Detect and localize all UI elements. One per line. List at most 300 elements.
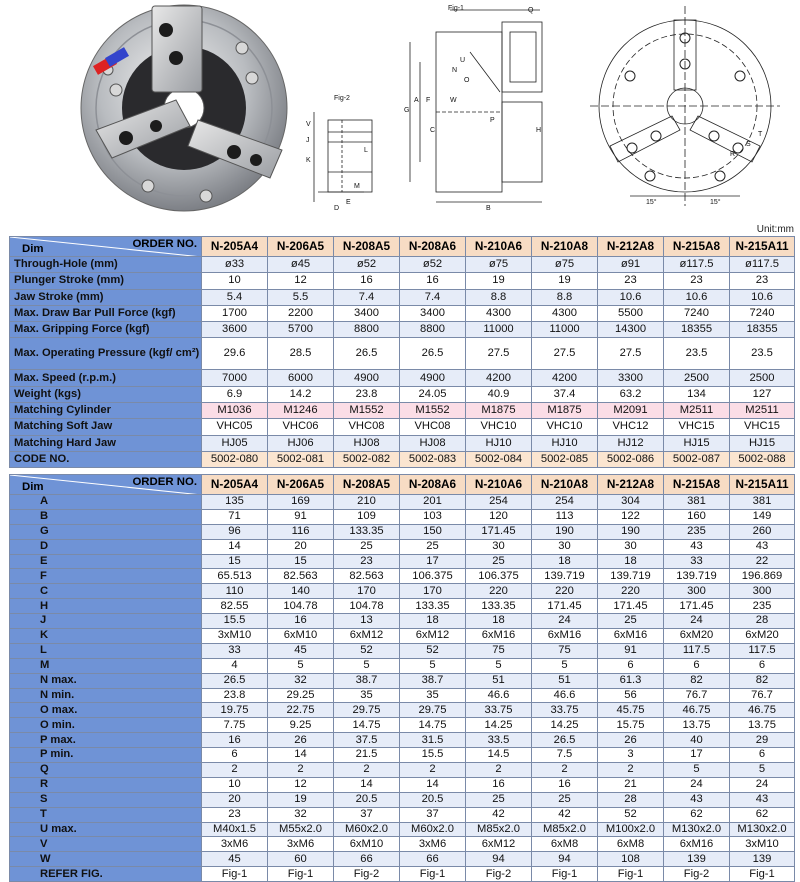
table-cell: 6xM16 <box>466 629 532 644</box>
table-cell: 1700 <box>202 305 268 321</box>
table-cell: 62 <box>664 807 730 822</box>
table-cell: ø33 <box>202 257 268 273</box>
table-cell: ø91 <box>598 257 664 273</box>
table-cell: 24 <box>664 614 730 629</box>
table-cell: 20 <box>202 792 268 807</box>
table-cell: M2091 <box>598 403 664 419</box>
table-cell: 20 <box>268 539 334 554</box>
table-cell: 29.75 <box>400 703 466 718</box>
svg-text:F: F <box>426 97 431 104</box>
table-cell: 2 <box>532 763 598 778</box>
table-cell: VHC12 <box>598 419 664 435</box>
table-cell: 18 <box>532 554 598 569</box>
table-cell: 61.3 <box>598 673 664 688</box>
table-cell: ø52 <box>334 257 400 273</box>
table-cell: HJ08 <box>400 435 466 451</box>
table-cell: ø52 <box>400 257 466 273</box>
row-label: R <box>10 777 202 792</box>
table-cell: 18355 <box>664 322 730 338</box>
table-cell: M60x2.0 <box>400 822 466 837</box>
model-header: N-208A5 <box>334 237 400 257</box>
table-cell: 14.75 <box>400 718 466 733</box>
table-cell: 14.2 <box>268 386 334 402</box>
table-cell: 4 <box>202 658 268 673</box>
svg-text:G: G <box>404 107 410 114</box>
table-cell: 46.75 <box>730 703 795 718</box>
table-cell: 171.45 <box>532 599 598 614</box>
table-cell: 135 <box>202 495 268 510</box>
table-cell: 190 <box>598 524 664 539</box>
table-cell: 5.5 <box>268 289 334 305</box>
svg-text:T: T <box>758 131 763 138</box>
model-header: N-206A5 <box>268 475 334 495</box>
table-row <box>10 688 795 703</box>
svg-text:O: O <box>464 77 470 84</box>
table-cell: 13 <box>334 614 400 629</box>
table-cell: 6 <box>598 658 664 673</box>
table-cell: 140 <box>268 584 334 599</box>
table-cell: VHC15 <box>730 419 795 435</box>
table-cell: 25 <box>466 554 532 569</box>
table-cell: 3xM6 <box>400 837 466 852</box>
table-cell: 76.7 <box>664 688 730 703</box>
table-cell: M130x2.0 <box>730 822 795 837</box>
svg-text:Q: Q <box>528 7 534 14</box>
table-cell: 139 <box>664 852 730 867</box>
table-row <box>10 733 795 748</box>
table-cell: 235 <box>664 524 730 539</box>
row-label: P max. <box>10 733 202 748</box>
table-cell: 3xM6 <box>202 837 268 852</box>
table-cell: Fig-1 <box>532 867 598 882</box>
table-cell: 38.7 <box>334 673 400 688</box>
table-cell: 15 <box>268 554 334 569</box>
table-cell: 110 <box>202 584 268 599</box>
table-cell: 210 <box>334 495 400 510</box>
table-cell: Fig-2 <box>334 867 400 882</box>
table-cell: 14.25 <box>466 718 532 733</box>
table-cell: 24 <box>532 614 598 629</box>
table-cell: HJ10 <box>532 435 598 451</box>
table-cell: 24 <box>664 777 730 792</box>
table-cell: HJ12 <box>598 435 664 451</box>
svg-text:E: E <box>346 199 351 206</box>
table-cell: 66 <box>400 852 466 867</box>
table-cell: 116 <box>268 524 334 539</box>
table-row <box>10 509 795 524</box>
table-row <box>10 703 795 718</box>
table-cell: 46.6 <box>466 688 532 703</box>
table-cell: 23.8 <box>202 688 268 703</box>
table-cell: 21.5 <box>334 748 400 763</box>
table-cell: M2511 <box>730 403 795 419</box>
front-view-drawing <box>590 6 790 216</box>
table-cell: 10.6 <box>664 289 730 305</box>
table-cell: 29.25 <box>268 688 334 703</box>
table-cell: 6xM16 <box>532 629 598 644</box>
table-cell: 8800 <box>334 322 400 338</box>
table-cell: ø75 <box>532 257 598 273</box>
table-cell: M130x2.0 <box>664 822 730 837</box>
model-header: N-205A4 <box>202 475 268 495</box>
table-cell: 6xM12 <box>400 629 466 644</box>
unit-note: Unit:mm <box>756 224 794 235</box>
row-label: W <box>10 852 202 867</box>
table-cell: 20.5 <box>400 792 466 807</box>
table-row <box>10 643 795 658</box>
row-label: O min. <box>10 718 202 733</box>
svg-text:D: D <box>334 205 340 212</box>
table-cell: M1875 <box>532 403 598 419</box>
table-cell: 3xM10 <box>202 629 268 644</box>
table-cell: 51 <box>466 673 532 688</box>
row-label: Max. Draw Bar Pull Force (kgf) <box>10 305 202 321</box>
table-cell: M85x2.0 <box>532 822 598 837</box>
table-cell: 75 <box>532 643 598 658</box>
table-cell: 37 <box>400 807 466 822</box>
row-label: Max. Operating Pressure (kgf/ cm²) <box>10 338 202 370</box>
table-cell: 7.75 <box>202 718 268 733</box>
order-dim-corner: ORDER NO. Dim <box>10 475 202 495</box>
table-row <box>10 386 795 402</box>
svg-text:J: J <box>306 137 310 144</box>
table-cell: 171.45 <box>664 599 730 614</box>
table-cell: 127 <box>730 386 795 402</box>
table-cell: 6xM16 <box>598 629 664 644</box>
table-cell: 37.4 <box>532 386 598 402</box>
table-cell: 6xM20 <box>664 629 730 644</box>
table-cell: VHC10 <box>466 419 532 435</box>
table-cell: 19.75 <box>202 703 268 718</box>
model-header: N-215A11 <box>730 475 795 495</box>
chuck-photo <box>56 0 336 226</box>
row-label: G <box>10 524 202 539</box>
row-label: CODE NO. <box>10 451 202 467</box>
table-cell: 133.35 <box>400 599 466 614</box>
table-cell: 6 <box>664 658 730 673</box>
table-cell: 82.563 <box>334 569 400 584</box>
svg-text:K: K <box>306 157 311 164</box>
row-label: B <box>10 509 202 524</box>
table-cell: VHC10 <box>532 419 598 435</box>
svg-text:U: U <box>460 57 466 64</box>
svg-text:R: R <box>730 151 736 158</box>
table-cell: 37 <box>334 807 400 822</box>
table-cell: 16 <box>268 614 334 629</box>
table-cell: 45 <box>202 852 268 867</box>
table-cell: HJ15 <box>730 435 795 451</box>
table-cell: 42 <box>466 807 532 822</box>
table-cell: M55x2.0 <box>268 822 334 837</box>
table-cell: 5002-081 <box>268 451 334 467</box>
table-cell: 5002-087 <box>664 451 730 467</box>
table-row <box>10 658 795 673</box>
table-cell: 260 <box>730 524 795 539</box>
table-cell: 23 <box>334 554 400 569</box>
table-cell: 113 <box>532 509 598 524</box>
row-label: Max. Speed (r.p.m.) <box>10 370 202 386</box>
row-label: Weight (kgs) <box>10 386 202 402</box>
table-cell: 6xM10 <box>334 837 400 852</box>
table-cell: 2500 <box>664 370 730 386</box>
table-cell: 24 <box>730 777 795 792</box>
table-cell: VHC15 <box>664 419 730 435</box>
table-cell: 6.9 <box>202 386 268 402</box>
table-cell: 7.4 <box>334 289 400 305</box>
table-row <box>10 403 795 419</box>
table-cell: 33.75 <box>466 703 532 718</box>
table-cell: 4200 <box>466 370 532 386</box>
table-cell: 5 <box>268 658 334 673</box>
table-cell: VHC06 <box>268 419 334 435</box>
table-cell: Fig-1 <box>730 867 795 882</box>
table-cell: 21 <box>598 777 664 792</box>
table-cell: 22 <box>730 554 795 569</box>
svg-text:N: N <box>452 67 458 74</box>
row-label: J <box>10 614 202 629</box>
row-label: M <box>10 658 202 673</box>
table-cell: 82.563 <box>268 569 334 584</box>
table-cell: 52 <box>400 643 466 658</box>
table-cell: 4200 <box>532 370 598 386</box>
table-cell: 94 <box>532 852 598 867</box>
table-cell: 45 <box>268 643 334 658</box>
table-cell: 18 <box>466 614 532 629</box>
table-cell: 13.75 <box>730 718 795 733</box>
row-label: Q <box>10 763 202 778</box>
table-cell: 19 <box>268 792 334 807</box>
table-cell: 106.375 <box>466 569 532 584</box>
table-cell: 5 <box>334 658 400 673</box>
svg-text:A: A <box>414 97 419 104</box>
row-label: Max. Gripping Force (kgf) <box>10 322 202 338</box>
model-header: N-206A5 <box>268 237 334 257</box>
svg-text:P: P <box>490 117 495 124</box>
table-row <box>10 322 795 338</box>
table-row <box>10 867 795 882</box>
row-label: Matching Hard Jaw <box>10 435 202 451</box>
table-cell: 46.75 <box>664 703 730 718</box>
table-cell: HJ08 <box>334 435 400 451</box>
table-cell: M1875 <box>466 403 532 419</box>
table-cell: 26.5 <box>532 733 598 748</box>
table-cell: 17 <box>400 554 466 569</box>
table-row <box>10 257 795 273</box>
table-cell: 3400 <box>334 305 400 321</box>
table-cell: 4300 <box>466 305 532 321</box>
table-cell: Fig-1 <box>268 867 334 882</box>
table-cell: 120 <box>466 509 532 524</box>
row-label: O max. <box>10 703 202 718</box>
table-cell: 33 <box>202 643 268 658</box>
table-cell: 106.375 <box>400 569 466 584</box>
table-cell: 19 <box>466 273 532 289</box>
table-cell: 381 <box>664 495 730 510</box>
table-cell: 7240 <box>730 305 795 321</box>
svg-text:S: S <box>746 141 751 148</box>
table-cell: 82 <box>664 673 730 688</box>
table-row <box>10 569 795 584</box>
spec-table <box>9 236 795 468</box>
table-cell: 26.5 <box>400 338 466 370</box>
table-cell: 16 <box>532 777 598 792</box>
table-cell: Fig-1 <box>598 867 664 882</box>
table-cell: M100x2.0 <box>598 822 664 837</box>
table-row <box>10 837 795 852</box>
table-cell: 109 <box>334 509 400 524</box>
table-cell: 6xM12 <box>466 837 532 852</box>
row-label: Jaw Stroke (mm) <box>10 289 202 305</box>
table-cell: 6xM8 <box>532 837 598 852</box>
table-cell: VHC05 <box>202 419 268 435</box>
table-cell: 2 <box>334 763 400 778</box>
table-cell: 133.35 <box>334 524 400 539</box>
table-cell: 6xM20 <box>730 629 795 644</box>
row-label: N min. <box>10 688 202 703</box>
table-cell: 35 <box>334 688 400 703</box>
table-cell: 139 <box>730 852 795 867</box>
table-cell: 150 <box>400 524 466 539</box>
table-cell: 26 <box>268 733 334 748</box>
table-cell: 300 <box>664 584 730 599</box>
table-cell: 9.25 <box>268 718 334 733</box>
table-cell: 32 <box>268 673 334 688</box>
table-cell: 52 <box>334 643 400 658</box>
table-cell: 2 <box>400 763 466 778</box>
table-cell: 26 <box>598 733 664 748</box>
table-cell: 35 <box>400 688 466 703</box>
table-cell: 43 <box>664 539 730 554</box>
table-cell: 3 <box>598 748 664 763</box>
table-cell: 104.78 <box>334 599 400 614</box>
table-row <box>10 673 795 688</box>
model-header: N-210A8 <box>532 237 598 257</box>
model-header: N-215A11 <box>730 237 795 257</box>
table-cell: M85x2.0 <box>466 822 532 837</box>
table-cell: 2 <box>202 763 268 778</box>
table-cell: 7.5 <box>532 748 598 763</box>
row-label: V <box>10 837 202 852</box>
table-cell: 20.5 <box>334 792 400 807</box>
table-cell: 4900 <box>400 370 466 386</box>
table-row <box>10 629 795 644</box>
table-cell: Fig-1 <box>400 867 466 882</box>
table-cell: 2200 <box>268 305 334 321</box>
table-cell: 170 <box>334 584 400 599</box>
table-cell: 18 <box>400 614 466 629</box>
table-cell: 7.4 <box>400 289 466 305</box>
table-row <box>10 599 795 614</box>
table-row <box>10 338 795 370</box>
table-cell: 4900 <box>334 370 400 386</box>
table-cell: 2 <box>268 763 334 778</box>
table-cell: 8.8 <box>532 289 598 305</box>
table-cell: 6000 <box>268 370 334 386</box>
table-cell: 14 <box>268 748 334 763</box>
table-cell: 51 <box>532 673 598 688</box>
row-label: P min. <box>10 748 202 763</box>
table-row <box>10 852 795 867</box>
table-cell: 5002-082 <box>334 451 400 467</box>
table-cell: 170 <box>400 584 466 599</box>
table-cell: 6xM16 <box>664 837 730 852</box>
table-cell: 139.719 <box>532 569 598 584</box>
row-label: S <box>10 792 202 807</box>
svg-text:M: M <box>354 183 360 190</box>
table-cell: 160 <box>664 509 730 524</box>
table-cell: 254 <box>532 495 598 510</box>
table-cell: ø45 <box>268 257 334 273</box>
model-header: N-215A8 <box>664 237 730 257</box>
table-cell: 33.5 <box>466 733 532 748</box>
row-label: N max. <box>10 673 202 688</box>
table-cell: 46.6 <box>532 688 598 703</box>
table-cell: 10 <box>202 777 268 792</box>
table-cell: 3xM6 <box>268 837 334 852</box>
table-cell: HJ15 <box>664 435 730 451</box>
table-cell: 5 <box>532 658 598 673</box>
table-row <box>10 718 795 733</box>
table-cell: 26.5 <box>202 673 268 688</box>
table-cell: 43 <box>664 792 730 807</box>
table-cell: 27.5 <box>532 338 598 370</box>
table-cell: 16 <box>202 733 268 748</box>
table-cell: 5002-085 <box>532 451 598 467</box>
table-row <box>10 419 795 435</box>
table-cell: 18 <box>598 554 664 569</box>
table-cell: 23 <box>730 273 795 289</box>
table-cell: 10 <box>202 273 268 289</box>
fig1-title: Fig-1 <box>448 5 464 12</box>
table-cell: 29 <box>730 733 795 748</box>
table-cell: 5500 <box>598 305 664 321</box>
table-cell: 6 <box>202 748 268 763</box>
table-cell: M1246 <box>268 403 334 419</box>
table-cell: Fig-2 <box>664 867 730 882</box>
table-cell: 32 <box>268 807 334 822</box>
model-header: N-208A5 <box>334 475 400 495</box>
row-label: H <box>10 599 202 614</box>
model-header: N-212A8 <box>598 237 664 257</box>
row-label: D <box>10 539 202 554</box>
svg-text:C: C <box>430 127 436 134</box>
table-cell: 28 <box>598 792 664 807</box>
table-cell: 14 <box>202 539 268 554</box>
table-cell: 103 <box>400 509 466 524</box>
model-header: N-210A6 <box>466 237 532 257</box>
table-cell: 5002-080 <box>202 451 268 467</box>
row-label: Matching Cylinder <box>10 403 202 419</box>
svg-text:B: B <box>486 205 491 212</box>
table-cell: 3400 <box>400 305 466 321</box>
table-cell: 8800 <box>400 322 466 338</box>
table-cell: 5 <box>730 763 795 778</box>
row-label: F <box>10 569 202 584</box>
model-header: N-208A6 <box>400 237 466 257</box>
dimension-table <box>9 474 795 882</box>
table-cell: 6xM10 <box>268 629 334 644</box>
table-cell: 304 <box>598 495 664 510</box>
table-cell: 2 <box>598 763 664 778</box>
table-cell: 23.5 <box>664 338 730 370</box>
row-label: Plunger Stroke (mm) <box>10 273 202 289</box>
table-cell: 117.5 <box>730 643 795 658</box>
table-cell: 171.45 <box>598 599 664 614</box>
table-cell: 139.719 <box>598 569 664 584</box>
row-label: A <box>10 495 202 510</box>
table-cell: 75 <box>466 643 532 658</box>
table-cell: 19 <box>532 273 598 289</box>
